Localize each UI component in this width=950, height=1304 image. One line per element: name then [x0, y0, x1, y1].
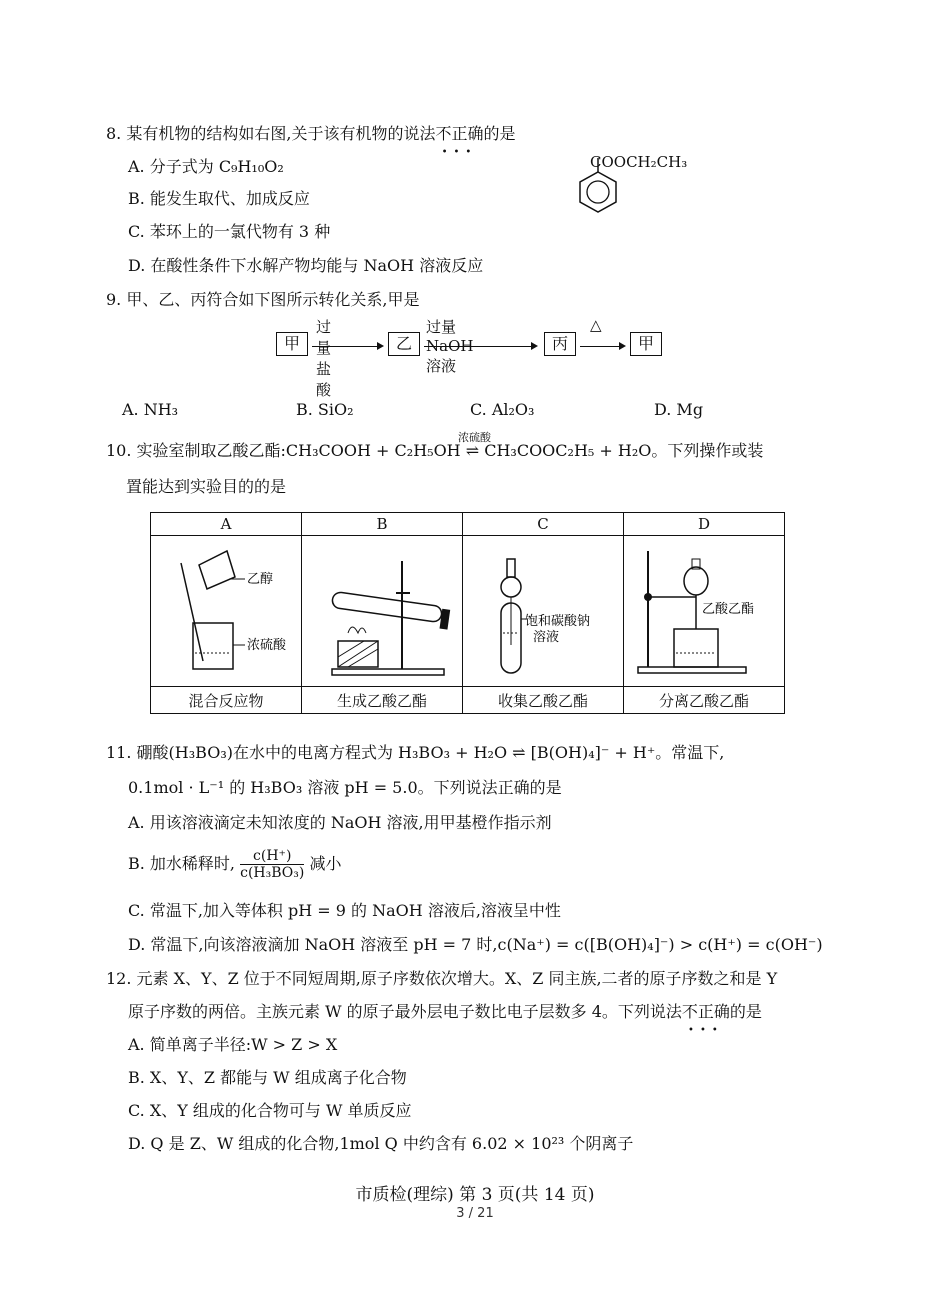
q11-fraction — [240, 848, 304, 881]
q9-answer-b: B. SiO₂ — [296, 400, 354, 419]
caption-d: 分离乙酸乙酯 — [624, 687, 785, 714]
page-footer: 市质检(理综) 第 3 页(共 14 页) — [355, 1185, 595, 1205]
flow-arrow-3 — [580, 346, 624, 347]
q10-stem-line1: 10. 实验室制取乙酸乙酯:CH₃COOH + C₂H₅OH ⇌ CH₃COOC₂H₅ + H₂O。下列操作或装 — [106, 441, 764, 460]
column-header-d: D — [624, 513, 785, 536]
table-figure-row — [151, 536, 785, 687]
q11-option-d: D. 常温下,向该溶液滴加 NaOH 溶液至 pH = 7 时,c(Na⁺) = c([B(OH)₄]⁻) > c(H⁺) = c(OH⁻) — [128, 935, 823, 954]
emphasis-dots: ••• — [688, 1025, 724, 1036]
q8-emph-text: 不正确 — [435, 124, 484, 143]
q11-option-a: A. 用该溶液滴定未知浓度的 NaOH 溶液,用甲基橙作指示剂 — [128, 813, 552, 832]
q12-option-d: D. Q 是 Z、W 组成的化合物,1mol Q 中约含有 6.02 × 10²³ 个阴离子 — [128, 1134, 634, 1153]
flow-arrow-1 — [312, 346, 382, 347]
q10-apparatus-table — [150, 512, 785, 714]
q8-stem-end: 的是 — [483, 124, 516, 143]
caption-a: 混合反应物 — [151, 687, 302, 714]
pouring-beaker-diagram — [151, 541, 301, 681]
ethanol-label: 乙醇 — [247, 572, 274, 587]
caption-c: 收集乙酸乙酯 — [463, 687, 624, 714]
q12-option-c: C. X、Y 组成的化合物可与 W 单质反应 — [128, 1101, 412, 1120]
q12-stem-text: 原子序数的两倍。主族元素 W 的原子最外层电子数比电子层数多 4。下列说法 — [128, 1002, 682, 1021]
page-indicator: 3 / 21 — [456, 1206, 494, 1221]
q10-stem-line2: 置能达到实验目的的是 — [126, 477, 287, 496]
q12-option-a: A. 简单离子半径:W > Z > X — [128, 1035, 338, 1054]
q9-answer-a: A. NH₃ — [122, 400, 179, 419]
flow-arrow-2 — [424, 346, 536, 347]
q8-option-c: C. 苯环上的一氯代物有 3 种 — [128, 222, 331, 241]
sulfuric-acid-label: 浓硫酸 — [247, 638, 287, 653]
q9-stem: 9. 甲、乙、丙符合如下图所示转化关系,甲是 — [106, 290, 420, 309]
q11-option-b-suffix: 减小 — [309, 854, 342, 873]
table-caption-row — [151, 687, 785, 714]
heating-tube-diagram — [302, 541, 462, 681]
q11-stem-line1: 11. 硼酸(H₃BO₃)在水中的电离方程式为 H₃BO₃ + H₂O ⇌ [B(OH)₄]⁻ + H⁺。常温下, — [106, 743, 725, 762]
table-header-row — [151, 513, 785, 536]
q12-option-b: B. X、Y、Z 都能与 W 组成离子化合物 — [128, 1068, 407, 1087]
apparatus-d — [624, 536, 785, 687]
fraction-denominator: c(H₃BO₃) — [240, 865, 305, 881]
q12-stem-end: 的是 — [729, 1002, 762, 1021]
benzene-ring-structure — [576, 150, 636, 222]
sodium-carbonate-label: 饱和碳酸钠 — [525, 614, 591, 629]
flow-box-jia-end: 甲 — [630, 332, 662, 356]
q12-stem-emphasis — [681, 1002, 730, 1036]
apparatus-a — [151, 536, 302, 687]
q8-option-a: A. 分子式为 C₉H₁₀O₂ — [128, 157, 284, 176]
collection-tube-diagram — [463, 541, 623, 681]
fraction-numerator: c(H⁺) — [240, 848, 304, 865]
ester-group-label: COOCH₂CH₃ — [590, 153, 688, 171]
emphasis-dots: ••• — [441, 147, 478, 158]
flow-arrow3-label: △ — [590, 316, 602, 334]
apparatus-c — [463, 536, 624, 687]
caption-b: 生成乙酸乙酯 — [302, 687, 463, 714]
q8-option-b: B. 能发生取代、加成反应 — [128, 189, 310, 208]
q11-option-b-prefix: B. 加水稀释时, — [128, 854, 236, 873]
ethyl-acetate-label: 乙酸乙酯 — [702, 602, 755, 617]
q9-answer-d: D. Mg — [654, 400, 704, 419]
q12-emph-text: 不正确 — [681, 1002, 730, 1021]
column-header-b: B — [302, 513, 463, 536]
flow-box-yi: 乙 — [388, 332, 420, 356]
q11-option-c: C. 常温下,加入等体积 pH = 9 的 NaOH 溶液后,溶液呈中性 — [128, 901, 561, 920]
q12-stem-line1: 12. 元素 X、Y、Z 位于不同短周期,原子序数依次增大。X、Z 同主族,二者的原子序数之和是 Y — [106, 969, 778, 988]
separatory-funnel-diagram — [624, 541, 784, 681]
q10-condition: 浓硫酸 — [458, 431, 491, 444]
q8-option-d: D. 在酸性条件下水解产物均能与 NaOH 溶液反应 — [128, 256, 484, 275]
q9-answer-c: C. Al₂O₃ — [470, 400, 535, 419]
flow-box-bing: 丙 — [544, 332, 576, 356]
q11-option-b — [128, 848, 341, 888]
flow-arrow2-label: 过量NaOH溶液 — [426, 318, 474, 375]
q8-stem-text: 8. 某有机物的结构如右图,关于该有机物的说法 — [106, 124, 436, 143]
q12-stem-line2 — [128, 1001, 762, 1036]
solution-label: 溶液 — [533, 630, 560, 645]
flow-arrow1-label: 过量盐酸 — [316, 318, 332, 399]
q8-stem — [106, 123, 516, 158]
q8-stem-emphasis — [435, 124, 484, 158]
q11-stem-line2: 0.1mol · L⁻¹ 的 H₃BO₃ 溶液 pH = 5.0。下列说法正确的是 — [128, 778, 562, 797]
apparatus-b — [302, 536, 463, 687]
flow-box-jia: 甲 — [276, 332, 308, 356]
column-header-c: C — [463, 513, 624, 536]
column-header-a: A — [151, 513, 302, 536]
